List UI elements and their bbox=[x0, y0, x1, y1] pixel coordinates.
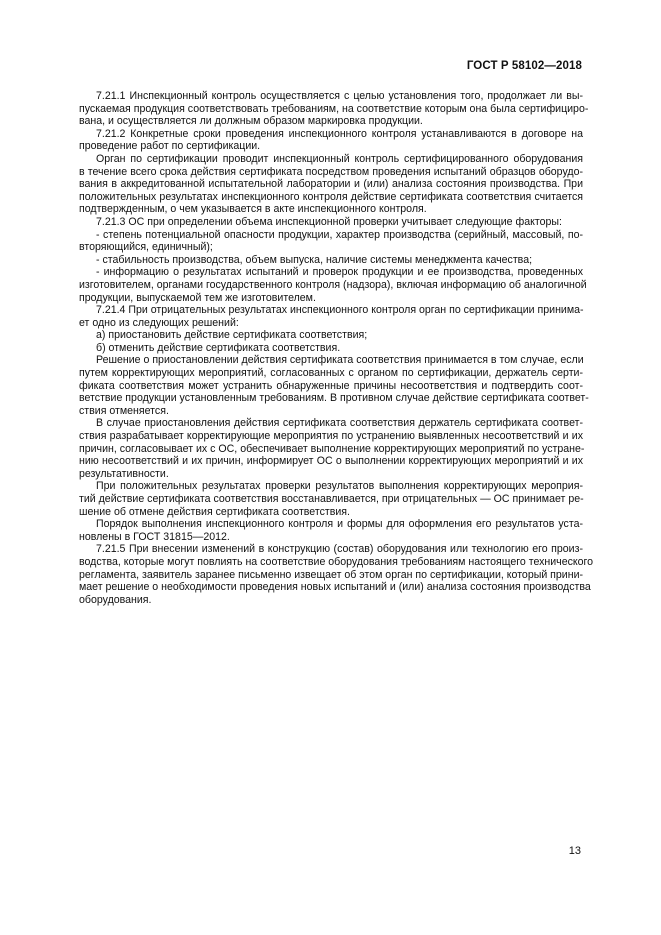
paragraph-line: шение об отмене действия сертификата соответствия. bbox=[79, 505, 350, 518]
paragraph-line: вторяющийся, единичный); bbox=[79, 241, 213, 254]
paragraph-line: подтвержденным, о чем указывается в акте инспекционного контроля. bbox=[79, 203, 427, 216]
paragraph-line: продукции, выпускаемой тем же изготовителем. bbox=[79, 291, 316, 304]
paragraph bbox=[79, 254, 583, 267]
paragraph-line: регламента, заявитель заранее письменно извещает об этом орган по сертификации, который прини- bbox=[79, 568, 584, 581]
document-code-header: ГОСТ Р 58102—2018 bbox=[466, 60, 582, 72]
paragraph bbox=[79, 543, 594, 606]
document-body bbox=[79, 90, 594, 606]
paragraph-line: водства, которые могут повлиять на соответствие оборудования требованиям настоящего технического bbox=[79, 555, 594, 568]
paragraph bbox=[79, 518, 583, 543]
paragraph-line: оборудования. bbox=[79, 593, 152, 606]
paragraph bbox=[79, 128, 583, 153]
paragraph bbox=[79, 342, 583, 355]
paragraph-line: 7.21.3 ОС при определении объема инспекционной проверки учитывает следующие факторы: bbox=[96, 215, 562, 228]
paragraph bbox=[79, 216, 583, 229]
paragraph-line: Порядок выполнения инспекционного контроля и формы для оформления его результатов уста- bbox=[96, 518, 583, 531]
paragraph-line: нию несоответствий и их причин, информирует ОС о выполнении корректирующих мероприятий и их bbox=[79, 455, 583, 468]
paragraph-line: изготовителем, органами государственного контроля (надзора), включая информацию об аналогичной bbox=[79, 278, 587, 291]
paragraph-line: путем корректирующих мероприятий, согласованных с органом по сертификации, держатель серти- bbox=[79, 367, 583, 380]
paragraph-line: б) отменить действие сертификата соответствия. bbox=[96, 341, 341, 354]
paragraph-line: тий действие сертификата соответствия восстанавливается, при отрицательных — ОС принимает ре- bbox=[79, 493, 584, 505]
paragraph-line: мает решение о необходимости проведения новых испытаний и (или) анализа состояния производства bbox=[79, 581, 591, 594]
paragraph-line: причин, согласовывает их с ОС, обеспечивает выполнение корректирующих мероприятий по устране- bbox=[79, 442, 585, 455]
paragraph-line: положительных результатах инспекционного контроля действие сертификата соответствия считается bbox=[79, 190, 583, 203]
paragraph-line: - стабильность производства, объем выпуска, наличие системы менеджмента качества; bbox=[96, 253, 533, 266]
paragraph-line: - информацию о результатах испытаний и проверок продукции и ее производства, проведенных bbox=[96, 266, 583, 279]
paragraph bbox=[79, 329, 583, 342]
paragraph-line: ствия отменяется. bbox=[79, 404, 169, 417]
paragraph-line: При положительных результатах проверки результатов выполнения корректирующих мероприя- bbox=[96, 480, 583, 493]
paragraph-line: Орган по сертификации проводит инспекционный контроль сертифицированного оборудования bbox=[96, 152, 583, 165]
paragraph bbox=[79, 90, 589, 128]
paragraph-line: ет одно из следующих решений: bbox=[79, 316, 239, 329]
paragraph-line: а) приостановить действие сертификата соответствия; bbox=[96, 329, 368, 342]
paragraph-line: 7.21.1 Инспекционный контроль осуществляется с целью установления того, продолжает ли вы- bbox=[96, 90, 583, 102]
paragraph-line: результативности. bbox=[79, 467, 169, 480]
paragraph-line: ветствие продукции установленным требованиям. В противном случае действие сертификата соответ- bbox=[79, 392, 589, 405]
paragraph-line: 7.21.4 При отрицательных результатах инспекционного контроля орган по сертификации принима- bbox=[96, 304, 584, 317]
paragraph-line: в течение всего срока действия сертификата посредством проведения испытаний образцов оборудо- bbox=[79, 165, 583, 178]
paragraph-line: ствия разрабатывает корректирующие мероприятия по устранению выявленных несоответствий и их bbox=[79, 430, 583, 443]
paragraph bbox=[79, 417, 583, 480]
paragraph bbox=[79, 153, 583, 216]
paragraph-line: 7.21.2 Конкретные сроки проведения инспекционного контроля устанавливаются в договоре на bbox=[96, 127, 583, 140]
paragraph-line: Решение о приостановлении действия сертификата соответствия принимается в том случае, если bbox=[96, 354, 584, 367]
paragraph bbox=[79, 266, 587, 304]
paragraph-line: вания в аккредитованной испытательной лаборатории и (или) анализа состояния производства. При bbox=[79, 178, 583, 191]
paragraph-line: 7.21.5 При внесении изменений в конструкцию (состав) оборудования или технологию его произ- bbox=[96, 543, 583, 556]
paragraph-line: новлены в ГОСТ 31815—2012. bbox=[79, 530, 230, 543]
page-number: 13 bbox=[568, 845, 581, 857]
paragraph-line: - степень потенциальной опасности продукции, характер производства (серийный, массовый, по- bbox=[96, 228, 583, 241]
paragraph-line: В случае приостановления действия сертификата соответствия держатель сертификата соответ- bbox=[96, 417, 583, 430]
paragraph-line: пускаемая продукция соответствовать требованиям, на соответствие которым она была сертифициро- bbox=[79, 102, 589, 115]
paragraph bbox=[79, 304, 583, 329]
paragraph bbox=[79, 229, 583, 254]
paragraph bbox=[79, 480, 583, 518]
paragraph bbox=[79, 354, 589, 417]
paragraph-line: фиката соответствия может устранить обнаруженные причины несоответствия и подтвердить соот- bbox=[79, 379, 583, 392]
paragraph-line: проведение работ по сертификации. bbox=[79, 140, 261, 153]
paragraph-line: вана, и осуществляется ли должным образом маркировка продукции. bbox=[79, 115, 423, 128]
